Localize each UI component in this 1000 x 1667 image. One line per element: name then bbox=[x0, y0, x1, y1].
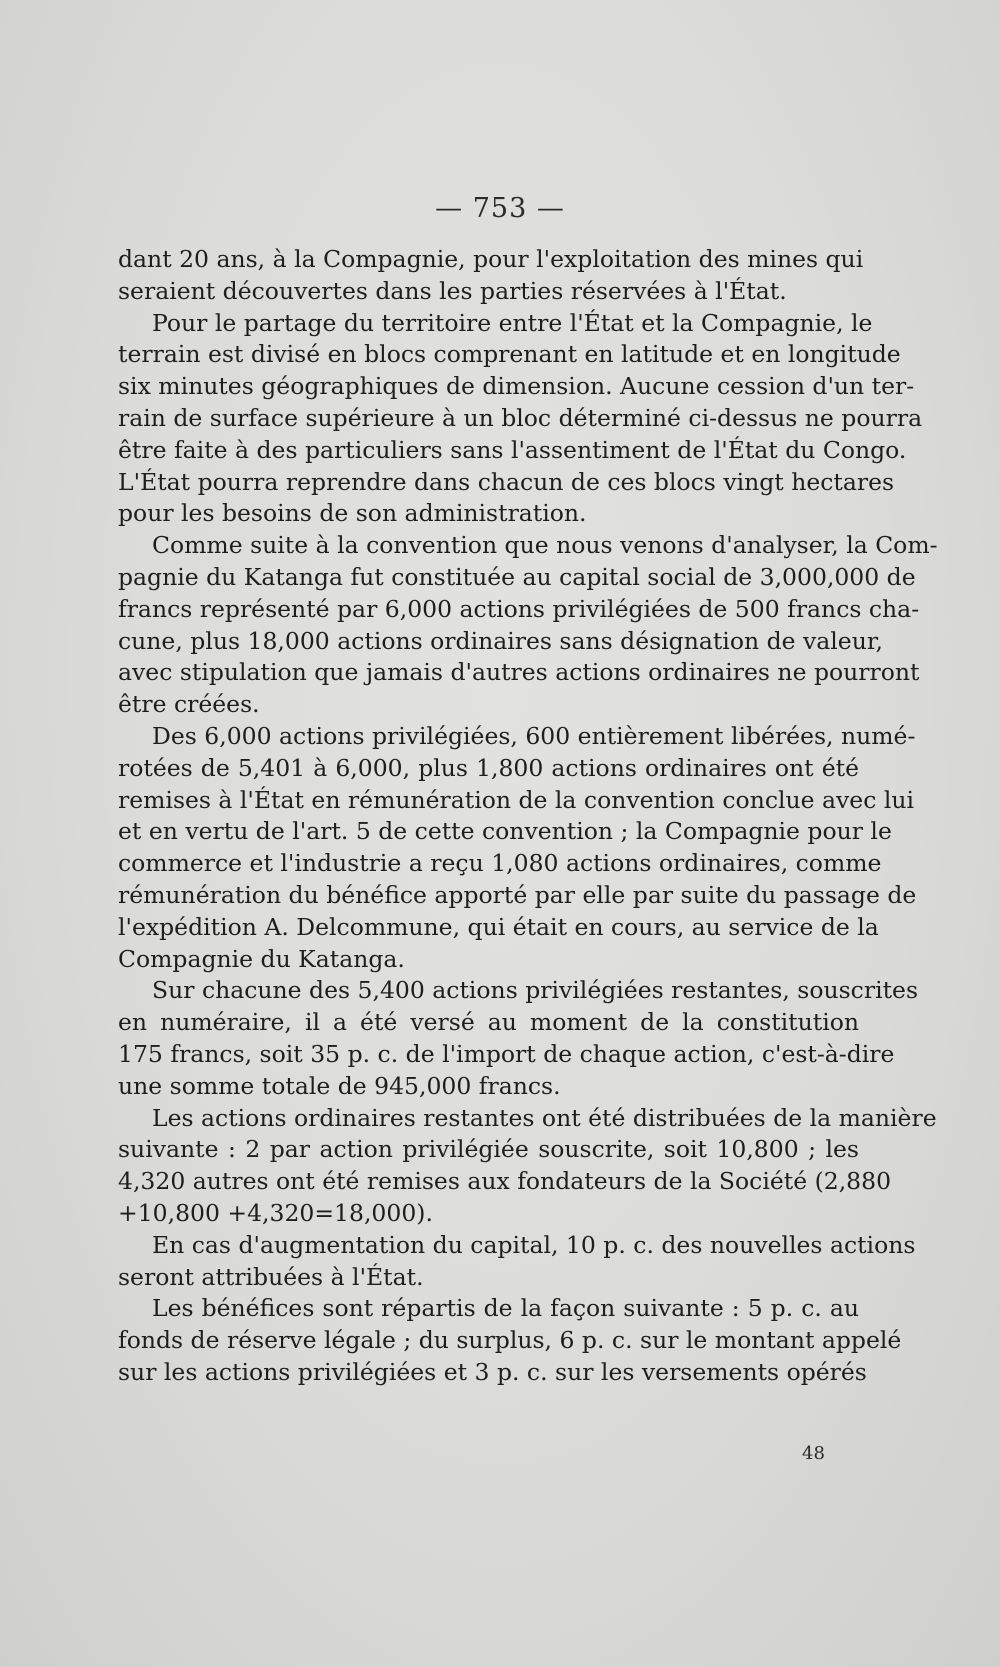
text-line: Des 6,000 actions privilégiées, 600 entièrement libérées, numé- bbox=[152, 721, 916, 750]
text-line: L'État pourra reprendre dans chacun de ces blocs vingt hectares bbox=[118, 467, 895, 496]
text-line: Les actions ordinaires restantes ont été distribuées de la manière bbox=[152, 1103, 937, 1132]
text-line: suivante : 2 par action privilégiée souscrite, soit 10,800 ; les bbox=[118, 1135, 859, 1164]
text-line: fonds de réserve légale ; du surplus, 6 p. c. sur le montant appelé bbox=[118, 1326, 902, 1355]
page-number: — 753 — bbox=[435, 193, 565, 224]
text-line: six minutes géographiques de dimension. Aucune cession d'un ter- bbox=[118, 372, 915, 401]
text-line: terrain est divisé en blocs comprenant en latitude et en longitude bbox=[118, 340, 901, 369]
text-line: cune, plus 18,000 actions ordinaires sans désignation de valeur, bbox=[118, 626, 883, 655]
text-line: être faite à des particuliers sans l'assentiment de l'État du Congo. bbox=[118, 435, 907, 464]
text-line: dant 20 ans, à la Compagnie, pour l'exploitation des mines qui bbox=[118, 245, 864, 273]
text-line: être créées. bbox=[118, 690, 260, 719]
text-line: Compagnie du Katanga. bbox=[118, 944, 405, 973]
text-line: francs représenté par 6,000 actions privilégiées de 500 francs cha- bbox=[118, 594, 920, 623]
body-text bbox=[118, 244, 938, 1389]
text-line: seront attribuées à l'État. bbox=[118, 1262, 424, 1291]
text-line: et en vertu de l'art. 5 de cette convention ; la Compagnie pour le bbox=[118, 817, 892, 846]
text-line: Sur chacune des 5,400 actions privilégiées restantes, souscrites bbox=[152, 976, 918, 1005]
text-line: commerce et l'industrie a reçu 1,080 actions ordinaires, comme bbox=[118, 849, 882, 878]
text-line: sur les actions privilégiées et 3 p. c. sur les versements opérés bbox=[118, 1357, 867, 1386]
text-line: pour les besoins de son administration. bbox=[118, 499, 587, 528]
text-line: 175 francs, soit 35 p. c. de l'import de chaque action, c'est-à-dire bbox=[118, 1039, 895, 1068]
text-line: 4,320 autres ont été remises aux fondateurs de la Société (2,880 bbox=[118, 1167, 892, 1196]
text-line: En cas d'augmentation du capital, 10 p. c. des nouvelles actions bbox=[152, 1230, 916, 1259]
text-line: rotées de 5,401 à 6,000, plus 1,800 actions ordinaires ont été bbox=[118, 753, 859, 782]
text-line: une somme totale de 945,000 francs. bbox=[118, 1071, 561, 1100]
text-line: remises à l'État en rémunération de la convention conclue avec lui bbox=[118, 785, 915, 814]
text-line: +10,800 +4,320=18,000). bbox=[118, 1198, 433, 1227]
signature-mark: 48 bbox=[802, 1443, 825, 1464]
text-line: Comme suite à la convention que nous venons d'analyser, la Com- bbox=[152, 531, 938, 560]
text-line: avec stipulation que jamais d'autres actions ordinaires ne pourront bbox=[118, 658, 920, 687]
text-line: en numéraire, il a été versé au moment de la constitution bbox=[118, 1008, 859, 1037]
text-line: Les bénéfices sont répartis de la façon suivante : 5 p. c. au bbox=[152, 1294, 859, 1323]
text-line: Pour le partage du territoire entre l'État et la Compagnie, le bbox=[152, 308, 873, 337]
text-line: pagnie du Katanga fut constituée au capital social de 3,000,000 de bbox=[118, 562, 916, 591]
text-line: rain de surface supérieure à un bloc déterminé ci-dessus ne pourra bbox=[118, 403, 923, 432]
text-line: rémunération du bénéfice apporté par elle par suite du passage de bbox=[118, 880, 917, 909]
text-line: l'expédition A. Delcommune, qui était en cours, au service de la bbox=[118, 912, 879, 941]
text-line: seraient découvertes dans les parties réservées à l'État. bbox=[118, 276, 787, 305]
